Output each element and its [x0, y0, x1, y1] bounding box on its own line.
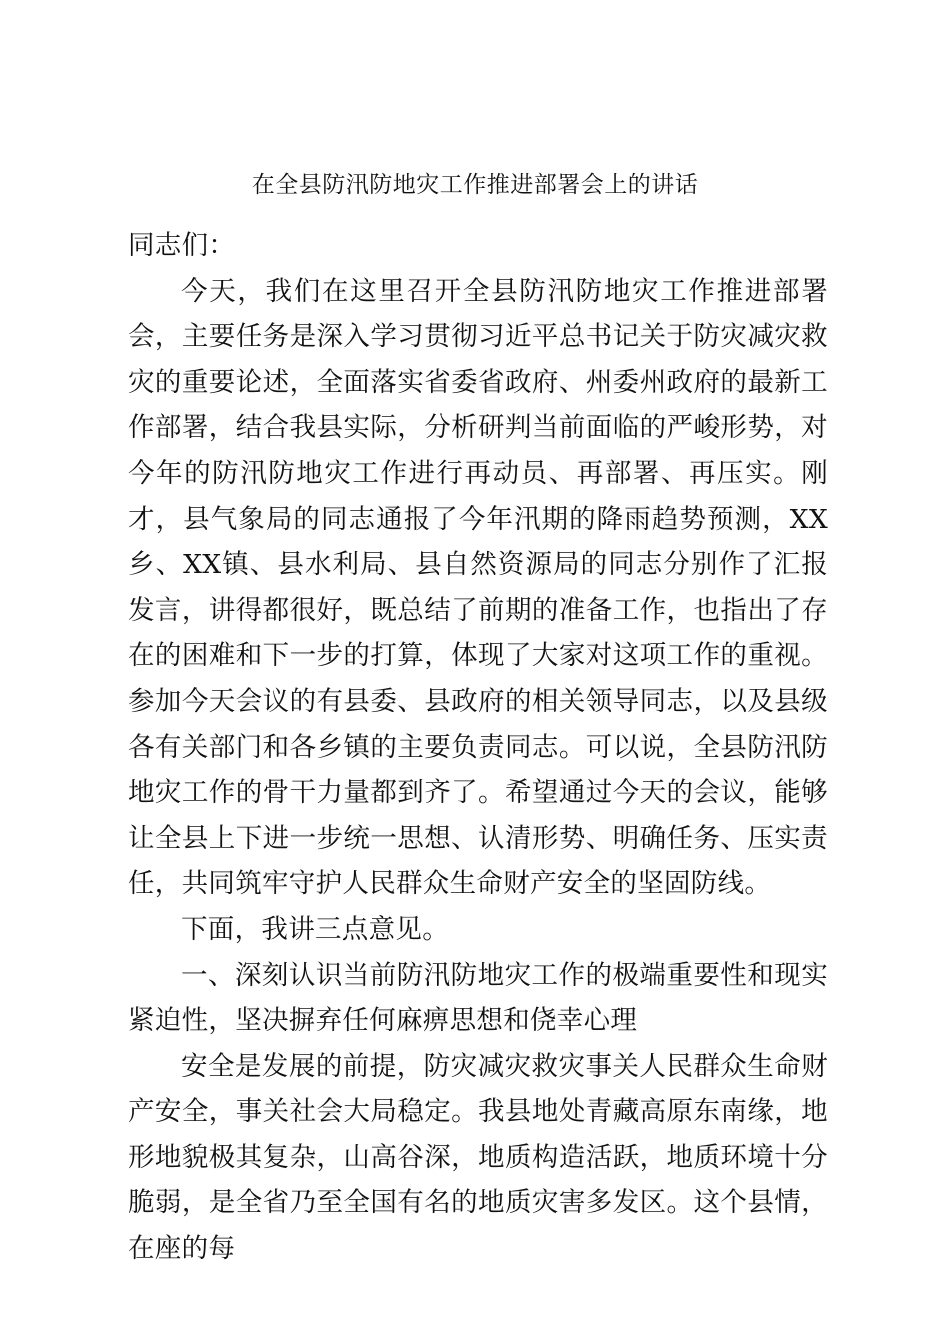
document-title: 在全县防汛防地灾工作推进部署会上的讲话	[251, 172, 699, 198]
paragraph-section-1: 安全是发展的前提，防灾减灾救灾事关人民群众生命财产安全，事关社会大局稳定。我县地处青藏高原东南缘，地形地貌极其复杂，山高谷深，地质构造活跃，地质环境十分脆弱，是全省乃至全国有名的地质灾害多发区。这个县情，在座的每	[128, 1050, 828, 1265]
paragraph-transition: 下面，我讲三点意见。	[181, 913, 449, 945]
document-body	[128, 223, 828, 1272]
paragraph-opening: 今天，我们在这里召开全县防汛防地灾工作推进部署会，主要任务是深入学习贯彻习近平总书记关于防灾减灾救灾的重要论述，全面落实省委省政府、州委州政府的最新工作部署，结合我县实际，分析研判当前面临的严峻形势，对今年的防汛防地灾工作进行再动员、再部署、再压实。刚才，县气象局的同志通报了今年汛期的降雨趋势预测，XX乡、XX镇、县水利局、县自然资源局的同志分别作了汇报发言，讲得都很好，既总结了前期的准备工作，也指出了存在的困难和下一步的打算，体现了大家对这项工作的重视。参加今天会议的有县委、县政府的相关领导同志，以及县级各有关部门和各乡镇的主要负责同志。可以说，全县防汛防地灾工作的骨干力量都到齐了。希望通过今天的会议，能够让全县上下进一步统一思想、认清形势、明确任务、压实责任，共同筑牢守护人民群众生命财产安全的坚固防线。	[128, 275, 828, 900]
salutation: 同志们：	[128, 230, 236, 261]
section-heading-1: 一、深刻认识当前防汛防地灾工作的极端重要性和现实紧迫性，坚决摒弃任何麻痹思想和侥幸心理	[128, 959, 828, 1037]
